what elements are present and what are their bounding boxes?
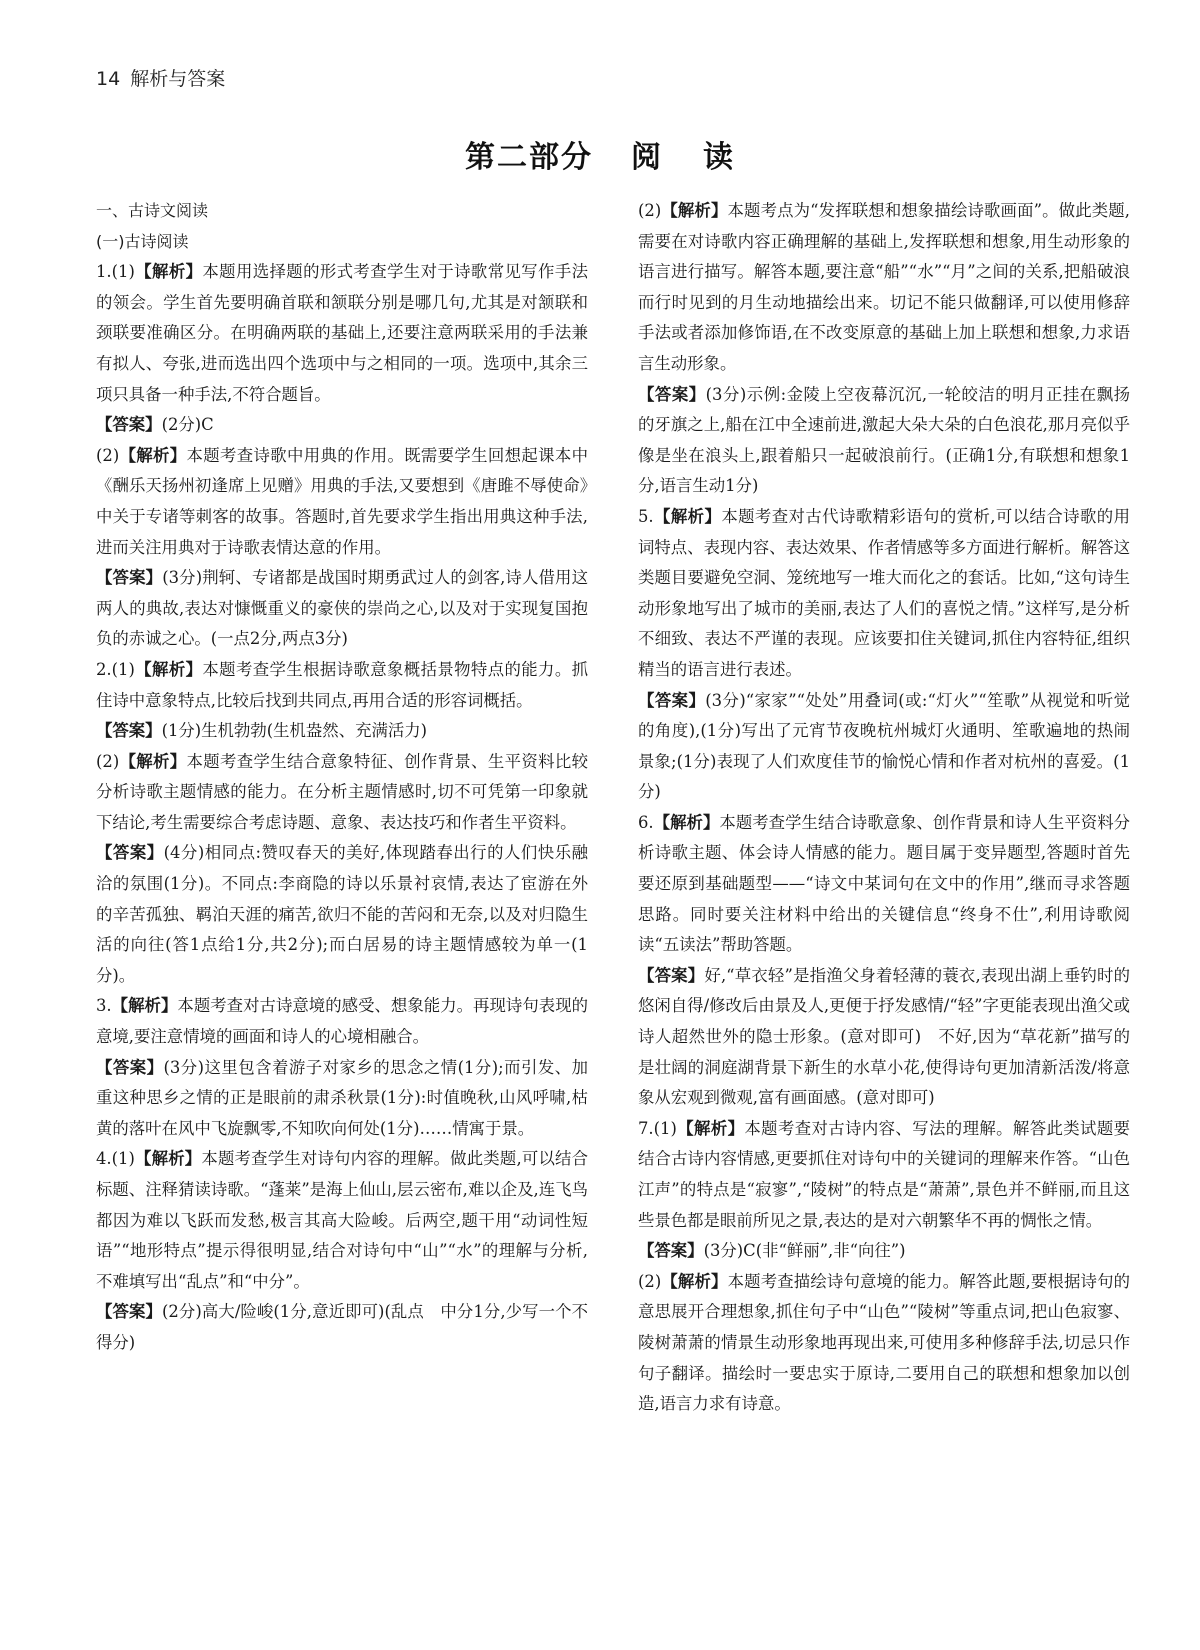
paragraph-text: 好,“草衣轻”是指渔父身着轻薄的蓑衣,表现出湖上垂钓时的悠闲自得/修改后由景及人,更便于抒发感情/“轻”字更能表现出渔父或诗人超然世外的隐士形象。(意对即可) 不好,因为“草花新”描写的是壮阔的洞庭湖背景下新生的水草小花,使得诗句更加清新活泼/将意象从宏观到微观,富有画面感。(意对即可) [638,965,1131,1108]
label-tag: 【解析】 [134,1149,202,1169]
title-char-1: 阅 [631,140,663,175]
label-tag: 【答案】 [96,721,162,741]
paragraph-text: (3分)示例:金陵上空夜幕沉沉,一轮皎洁的明月正挂在飘扬的牙旗之上,船在江中全速前进,激起大朵大朵的白色浪花,那月亮似乎像是坐在浪头上,跟着船只一起破浪前行。(正确1分,有联想和想象1分,语言生动1分) [638,384,1131,496]
answer-paragraph [638,1267,1130,1420]
label-tag: 【答案】 [96,1057,164,1077]
item-number: 6. [638,812,654,832]
answer-paragraph [638,808,1130,961]
paragraph-text: (2分)高大/险峻(1分,意近即可)(乱点 中分1分,少写一个不得分) [96,1302,589,1352]
paragraph-text: (4分)相同点:赞叹春天的美好,体现踏春出行的人们快乐融洽的氛围(1分)。不同点:李商隐的诗以乐景衬哀情,表达了宦游在外的辛苦孤独、羁泊天涯的痛苦,欲归不能的苦闷和无奈,以及对归隐生活的向往(答1点给1分,共2分);而白居易的诗主题情感较为单一(1分)。 [96,843,589,985]
section-heading: 一、古诗文阅读 [96,201,209,220]
answer-paragraph [96,1053,588,1145]
answer-paragraph [638,380,1130,502]
paragraph-text: 本题考查学生根据诗歌意象概括景物特点的能力。抓住诗中意象特点,比较后找到共同点,再用合适的形容词概括。 [96,659,589,710]
label-tag: 【解析】 [661,1271,728,1291]
answer-paragraph [96,1297,588,1358]
label-tag: 【答案】 [96,568,163,588]
paragraph-text: 本题考查学生对诗句内容的理解。做此类题,可以结合标题、注释猜读诗歌。“蓬莱”是海上仙山,层云密布,难以企及,连飞鸟都因为难以飞跃而发愁,极言其高大险峻。后两空,题干用“动词性短语”“地形特点”提示得很明显,结合对诗句中“山”“水”的理解与分析,不难填写出“乱点”和“中分”。 [96,1149,588,1291]
answer-paragraph [638,196,1130,380]
right-column [638,196,1130,1420]
paragraph-text: (3分)C(非“鲜丽”,非“向往”) [703,1241,906,1261]
answer-paragraph [638,1114,1130,1236]
item-number: 5. [638,506,654,526]
answer-paragraph [96,838,588,991]
label-tag: 【解析】 [653,506,722,526]
label-tag: 【解析】 [111,996,178,1016]
item-number: (2) [96,751,120,771]
item-number: 1.(1) [96,262,135,282]
answer-paragraph [96,747,588,839]
paragraph-text: 本题考查诗歌中用典的作用。既需要学生回想起课本中《酬乐天扬州初逢席上见赠》用典的手法,又要想到《唐雎不辱使命》中关于专诸等刺客的故事。答题时,首先要求学生指出用典这种手法,进而关注用典对于诗歌表情达意的作用。 [96,445,589,557]
answer-paragraph [638,502,1130,686]
label-tag: 【解析】 [653,812,720,832]
answer-paragraph [96,1144,588,1297]
running-title: 解析与答案 [130,68,226,90]
label-tag: 【解析】 [119,751,187,771]
section-heading: (一)古诗阅读 [96,231,189,251]
paragraph-text: 本题考查对古代诗歌精彩语句的赏析,可以结合诗歌的用词特点、表现内容、表达效果、作者情感等多方面进行解析。解答这类题目要避免空洞、笼统地写一堆大而化之的套话。比如,“这句诗生动形象地写出了城市的美丽,表达了人们的喜悦之情。”这样写,是分析不细致、表达不严谨的表现。应该要扣住关键词,抓住内容特征,组织精当的语言进行表述。 [638,506,1130,679]
answer-paragraph [638,961,1130,1114]
answer-paragraph [96,410,588,441]
label-tag: 【解析】 [134,659,203,679]
running-header [96,64,225,91]
part-label: 第二部分 [465,140,593,175]
label-tag: 【答案】 [638,965,705,985]
paragraph-text: 本题考点为“发挥联想和想象描绘诗歌画面”。做此类题,需要在对诗歌内容正确理解的基础上,发挥联想和想象,用生动形象的语言进行描写。解答本题,要注意“船”“水”“月”之间的关系,把船破浪而行时见到的月生动地描绘出来。切记不能只做翻译,可以使用修辞手法或者添加修饰语,在不改变原意的基础上加上联想和想象,力求语言生动形象。 [638,201,1131,373]
paragraph-text: (1分)生机勃勃(生机盎然、充满活力) [161,721,428,741]
item-number: 7.(1) [638,1118,677,1138]
item-number: 4.(1) [96,1149,135,1169]
item-number: (2) [638,201,662,220]
label-tag: 【答案】 [96,843,164,863]
label-tag: 【答案】 [638,384,706,404]
label-tag: 【解析】 [134,262,203,282]
answer-paragraph [96,441,588,563]
label-tag: 【解析】 [119,445,187,465]
answer-paragraph [96,716,588,747]
paragraph-text: 本题考查对古诗意境的感受、想象能力。再现诗句表现的意境,要注意情境的画面和诗人的心境相融合。 [96,996,589,1047]
item-number: (2) [96,445,120,465]
answer-paragraph [638,686,1130,808]
label-tag: 【答案】 [96,1302,162,1322]
paragraph-text: (3分)荆轲、专诸都是战国时期勇武过人的剑客,诗人借用这两人的典故,表达对慷慨重义的豪侠的崇尚之心,以及对于实现复国抱负的赤诚之心。(一点2分,两点3分) [96,568,588,649]
paragraph-text: 本题考查学生结合诗歌意象、创作背景和诗人生平资料分析诗歌主题、体会诗人情感的能力。题目属于变异题型,答题时首先要还原到基础题型——“诗文中某词句在文中的作用”,继而寻求答题思路。同时要关注材料中给出的关键信息“终身不仕”,利用诗歌阅读“五读法”帮助答题。 [638,812,1131,955]
item-number: 2.(1) [96,659,135,679]
answer-paragraph [96,991,588,1052]
paragraph-text: (3分)“家家”“处处”用叠词(或:“灯火”“笙歌”从视觉和听觉的角度),(1分)写出了元宵节夜晚杭州城灯火通明、笙歌遍地的热闹景象;(1分)表现了人们欢度佳节的愉悦心情和作者对杭州的喜爱。(1分) [638,690,1131,802]
label-tag: 【答案】 [96,415,162,435]
item-number: (2) [638,1271,662,1291]
answer-paragraph [96,257,588,410]
paragraph-text: 本题用选择题的形式考查学生对于诗歌常见写作手法的领会。学生首先要明确首联和颔联分别是哪几句,尤其是对颔联和颈联要准确区分。在明确两联的基础上,还要注意两联采用的手法兼有拟人、夸张,进而选出四个选项中与之相同的一项。选项中,其余三项只具备一种手法,不符合题旨。 [96,262,589,404]
paragraph-text: (3分)这里包含着游子对家乡的思念之情(1分);而引发、加重这种思乡之情的正是眼前的肃杀秋景(1分):时值晚秋,山风呼啸,枯黄的落叶在风中飞旋飘零,不知吹向何处(1分)……情寓于景。 [96,1057,588,1138]
answer-paragraph [96,563,588,655]
paragraph-text: (2分)C [161,415,214,435]
page-number: 14 [96,68,121,90]
answer-paragraph [638,1236,1130,1267]
label-tag: 【解析】 [676,1118,745,1138]
item-number: 3. [96,996,112,1016]
paragraph-text: 本题考查学生结合意象特征、创作背景、生平资料比较分析诗歌主题情感的能力。在分析主题情感时,切不可凭第一印象就下结论,考生需要综合考虑诗题、意象、表达技巧和作者生平资料。 [96,751,589,832]
title-char-2: 读 [703,140,735,175]
label-tag: 【答案】 [638,1241,704,1261]
label-tag: 【答案】 [638,690,706,710]
label-tag: 【解析】 [661,201,728,220]
paragraph-text: 本题考查描绘诗句意境的能力。解答此题,要根据诗句的意思展开合理想象,抓住句子中“山色”“陵树”等重点词,把山色寂寥、陵树萧萧的情景生动形象地再现出来,可使用多种修辞手法,切忌只作句子翻译。描绘时一要忠实于原诗,二要用自己的联想和想象加以创造,语言力求有诗意。 [638,1271,1131,1414]
answer-paragraph [96,655,588,716]
page-title [0,132,1200,176]
paragraph-text: 本题考查对古诗内容、写法的理解。解答此类试题要结合古诗内容情感,更要抓住对诗句中的关键词的理解来作答。“山色江声”的特点是“寂寥”,“陵树”的特点是“萧萧”,景色并不鲜丽,而且这些景色都是眼前所见之景,表达的是对六朝繁华不再的惆怅之情。 [638,1118,1131,1230]
left-column [96,196,588,1359]
